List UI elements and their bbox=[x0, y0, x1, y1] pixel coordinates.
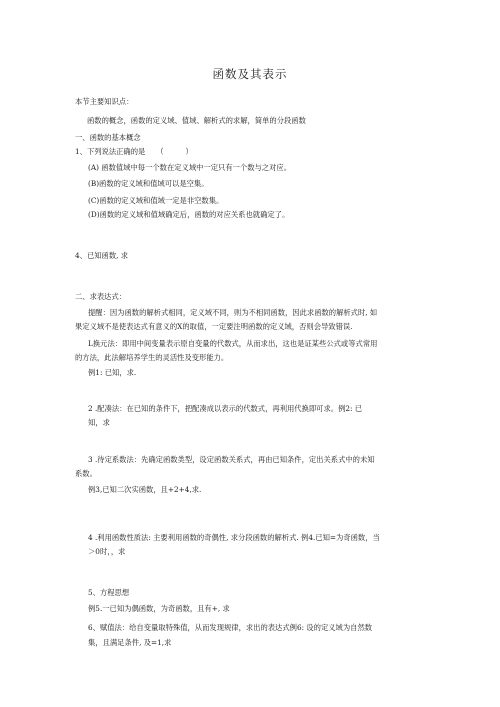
example-3: 例3,已知二次实函数，且+2+4,求. bbox=[88, 485, 202, 494]
page-title: 函数及其表示 bbox=[212, 67, 288, 81]
section2-heading: 二、求表达式： bbox=[75, 292, 127, 301]
method1-line-1: L换元法：即用中间变量表示原自变量的代数式，从而求出，这也是证某些公式或等式常用 bbox=[88, 339, 378, 348]
method1-line-2: 的方法，此法解培养学生的灵活性及变形能力。 bbox=[75, 353, 229, 362]
method4-line-2: ＞0时，，求 bbox=[88, 547, 126, 556]
option-c: (C)函数的定义域和值域一定是非空数集。 bbox=[88, 196, 224, 205]
option-a: (A) 函数值域中每一个数在定义域中一定只有一个数与之对应。 bbox=[88, 163, 291, 172]
question-1: 1、下列说法正确的是 （ ） bbox=[75, 147, 193, 156]
section1-heading: 一、函数的基本概念 bbox=[75, 133, 141, 142]
method4-line-1: 4 .利用函数性质法: 主要利用函数的奇偶性, 求分段函数的解析式. 例4.已知=为奇函数，当 bbox=[88, 533, 380, 542]
method6-line-1: 6、赋值法：给自变量取特殊值，从而发现规律，求出的表达式例6: 设的定义域为自然数 bbox=[88, 623, 373, 632]
method6-line-2: 集，且满足条件, 及=1,求 bbox=[88, 638, 172, 647]
method2-line-1: 2 .配凑法：在已知的条件下，把配凑成以表示的代数式，再利用代换即可求。例2: 已 bbox=[88, 404, 363, 413]
knowledge-label: 本节主要知识点： bbox=[75, 97, 134, 106]
method2-line-2: 知，求 bbox=[88, 418, 110, 427]
question-4: 4、已知函数, 求 bbox=[75, 251, 129, 260]
tip-line-2: 果定义域不是使表达式有意义的X的取值，一定要注明函数的定义域，否则会导致错误. bbox=[75, 322, 353, 331]
example-5: 例5.一已知为偶函数，为奇函数，且有+, 求 bbox=[88, 604, 230, 613]
example-1: 例1: 已知，求. bbox=[88, 368, 137, 377]
method3-line-1: 3 .待定系数法：先确定函数类型，设定函数关系式，再由已知条件，定出关系式中的未知 bbox=[88, 455, 375, 464]
option-d: (D)函数的定义域和值域确定后，函数的对应关系也就确定了。 bbox=[88, 210, 290, 219]
option-b: (B)函数的定义域和值域可以是空集。 bbox=[88, 179, 209, 188]
tip-line-1: 提醒：因为函数的解析式相同，定义域不同，则为不相同函数，因此求函数的解析式时, 如 bbox=[88, 308, 378, 317]
method3-line-2: 系数。 bbox=[75, 469, 97, 478]
method5-heading: 5、方程思想 bbox=[88, 588, 130, 597]
knowledge-points: 函数的概念，函数的定义域、值域、解析式的求解，简单的分段函数 bbox=[87, 116, 306, 125]
